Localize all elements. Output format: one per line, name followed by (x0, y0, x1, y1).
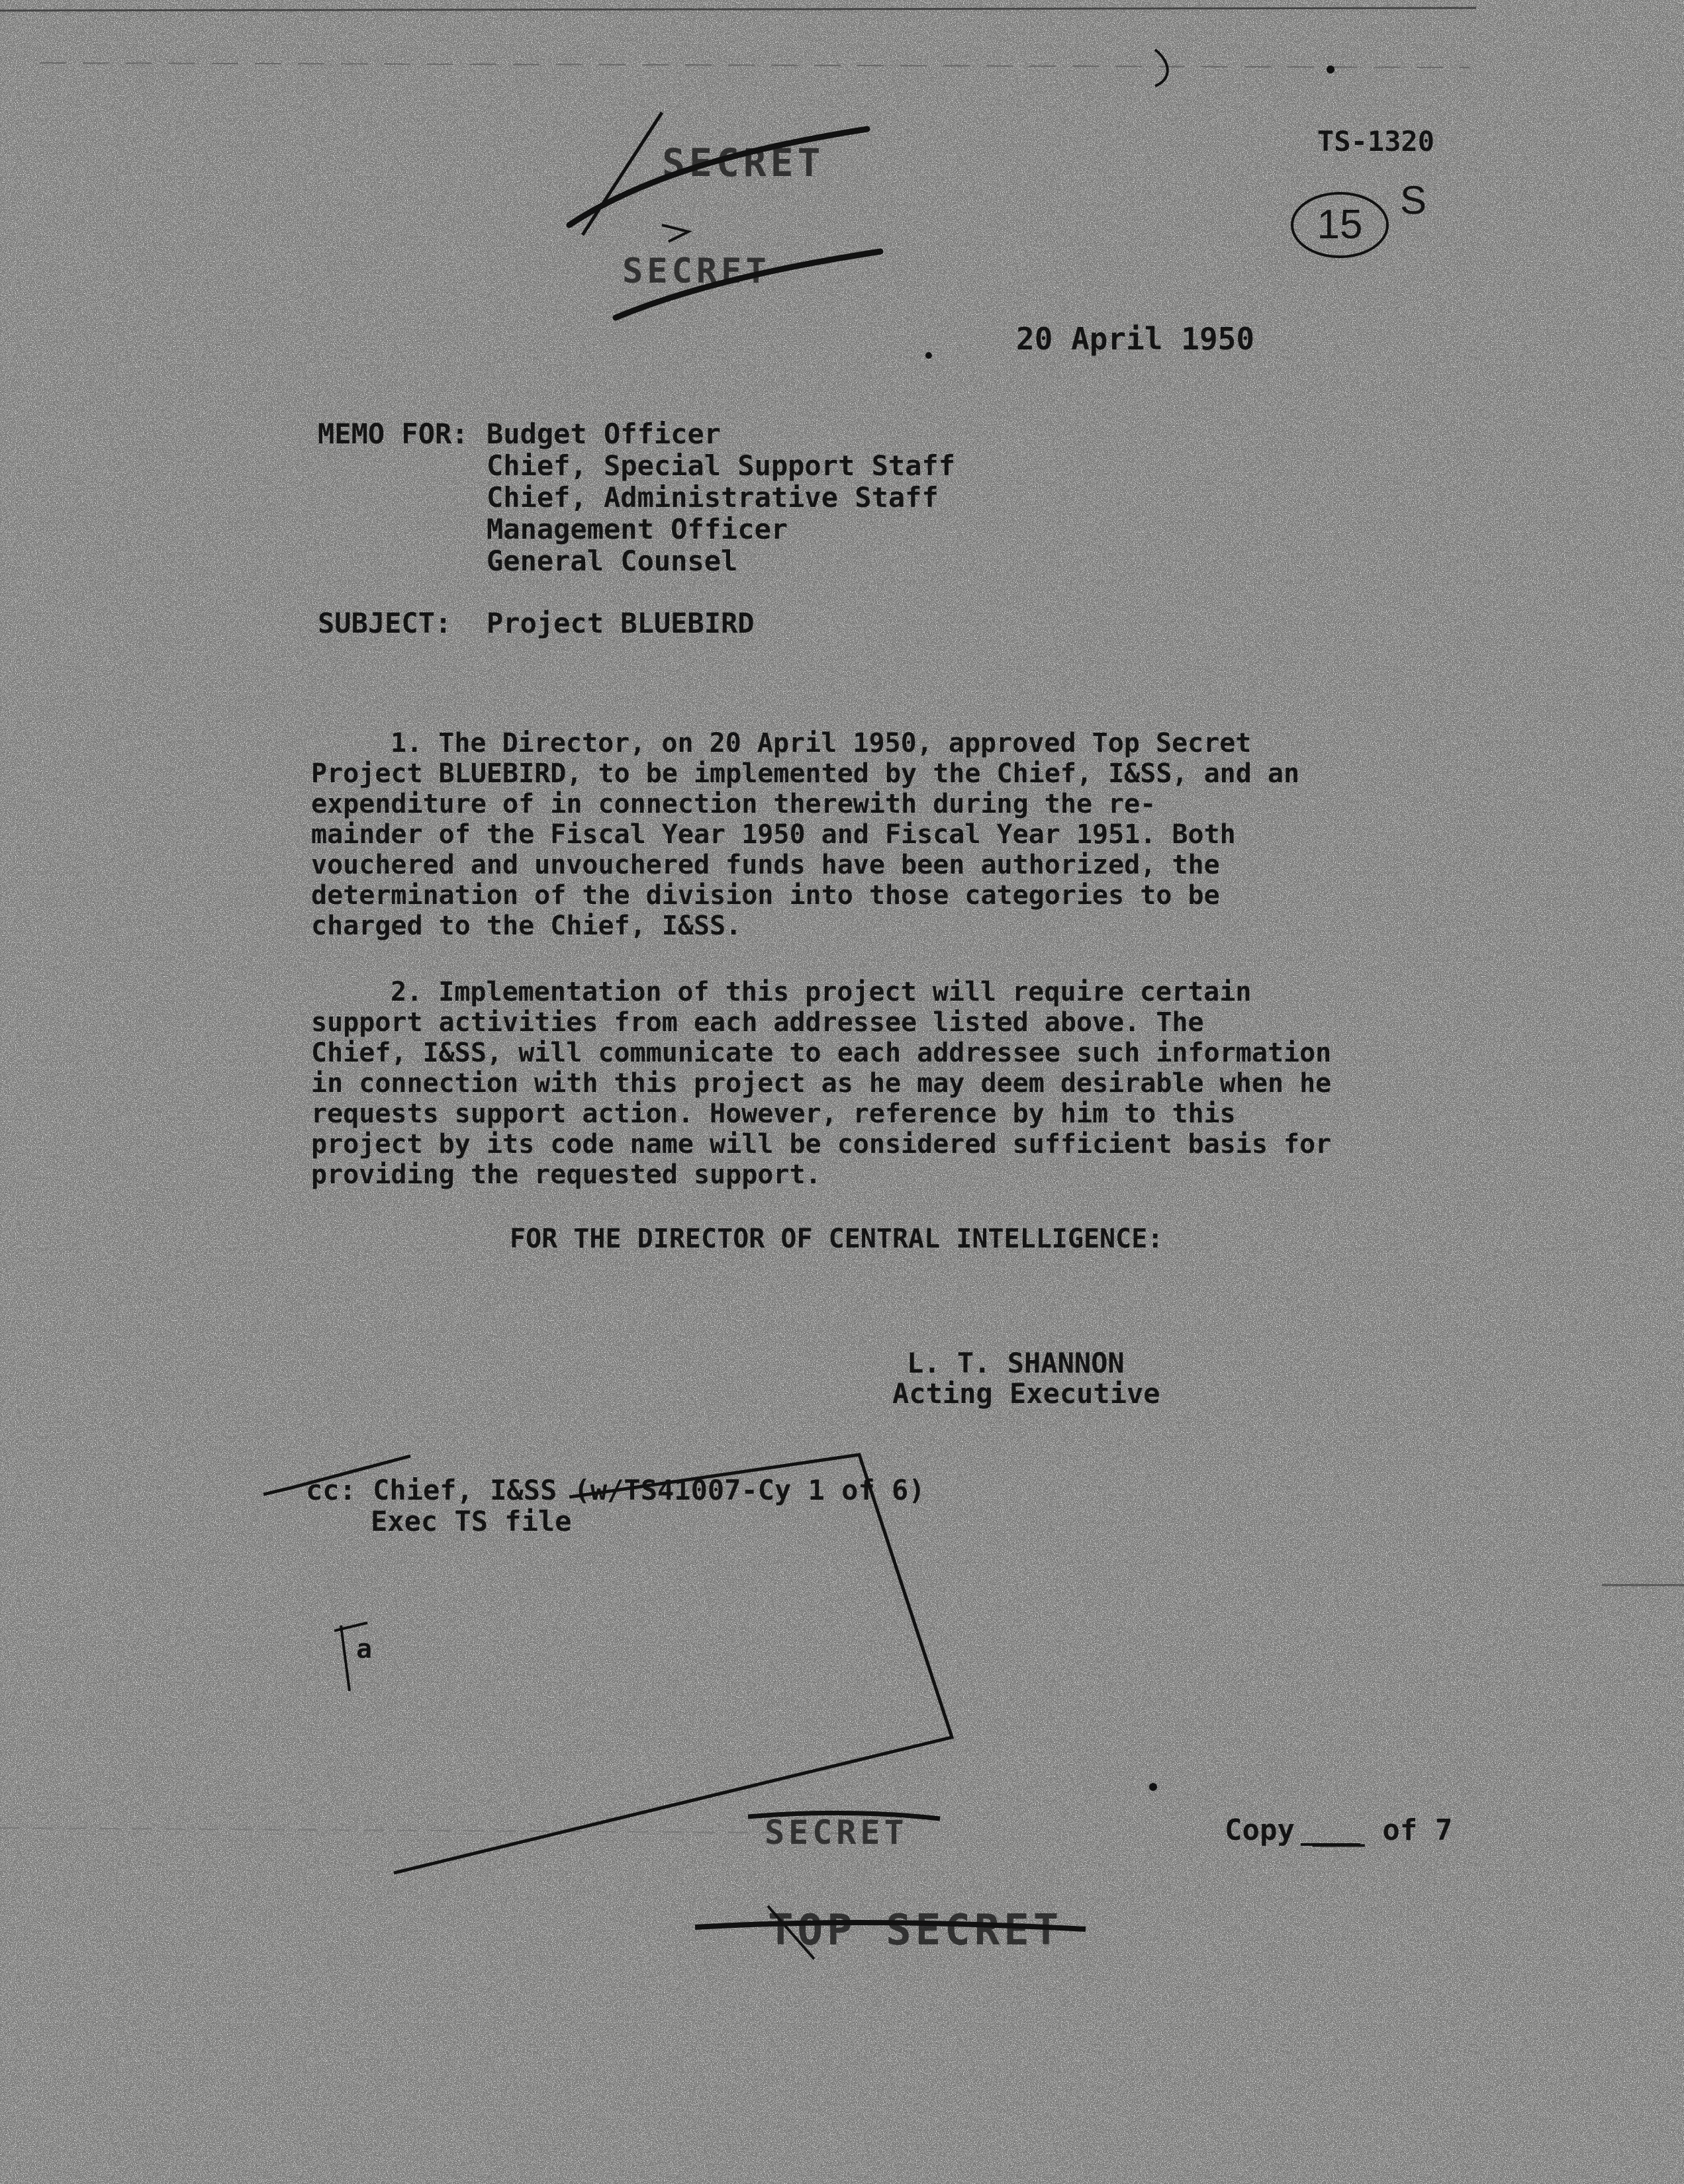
classification-stamp-bottom: SECRET (765, 1813, 908, 1852)
cc-line: cc: Chief, I&SS (w/TS41007-Cy 1 of 6) (306, 1474, 925, 1506)
memo-date: 20 April 1950 (1016, 321, 1255, 357)
classification-stamp-footer: TOP SECRET (768, 1906, 1063, 1955)
document-number: TS-1320 (1317, 125, 1435, 158)
classification-stamp-top: SECRET (662, 140, 825, 185)
recipient: Chief, Special Support Staff (487, 449, 956, 482)
subject-label: SUBJECT: (318, 607, 452, 639)
paragraph-2: 2. Implementation of this project will require certain support activities from each addressee listed above. The Chief, I&SS, will communicate to each addressee such information in connection with this project as he may deem desirable when he requests support action. However, reference by him to this project by its code name will be considered sufficient basis for providing the requested support. (311, 977, 1332, 1190)
classification-stamp-top-second: SECRET (622, 251, 771, 291)
recipient: Management Officer (487, 513, 788, 545)
recipient: Chief, Administrative Staff (487, 481, 939, 514)
signature-name: L. T. SHANNON (907, 1347, 1125, 1379)
copy-number-line: Copy ___ of 7 (1225, 1813, 1453, 1847)
box-letter: a (356, 1634, 373, 1664)
handwritten-mark: S (1400, 178, 1427, 222)
recipient: Budget Officer (487, 418, 722, 450)
paragraph-1: 1. The Director, on 20 April 1950, approved Top Secret Project BLUEBIRD, to be implemented by the Chief, I&SS, and an expenditure of in connection therewith during the re- mainder of the Fiscal Year 1950 and Fiscal Year 1951. Both vouchered and unvouchered funds have been authorized, the determination of the division into those categories to be charged to the Chief, I&SS. (311, 728, 1300, 941)
cc-file: Exec TS file (371, 1505, 572, 1537)
recipient: General Counsel (487, 545, 738, 577)
subject-text: Project BLUEBIRD (487, 607, 755, 639)
circled-page-number: 15 (1291, 192, 1389, 258)
closing-line: FOR THE DIRECTOR OF CENTRAL INTELLIGENCE: (510, 1224, 1164, 1254)
memo-for-label: MEMO FOR: (318, 418, 469, 450)
signature-title: Acting Executive (892, 1377, 1160, 1410)
